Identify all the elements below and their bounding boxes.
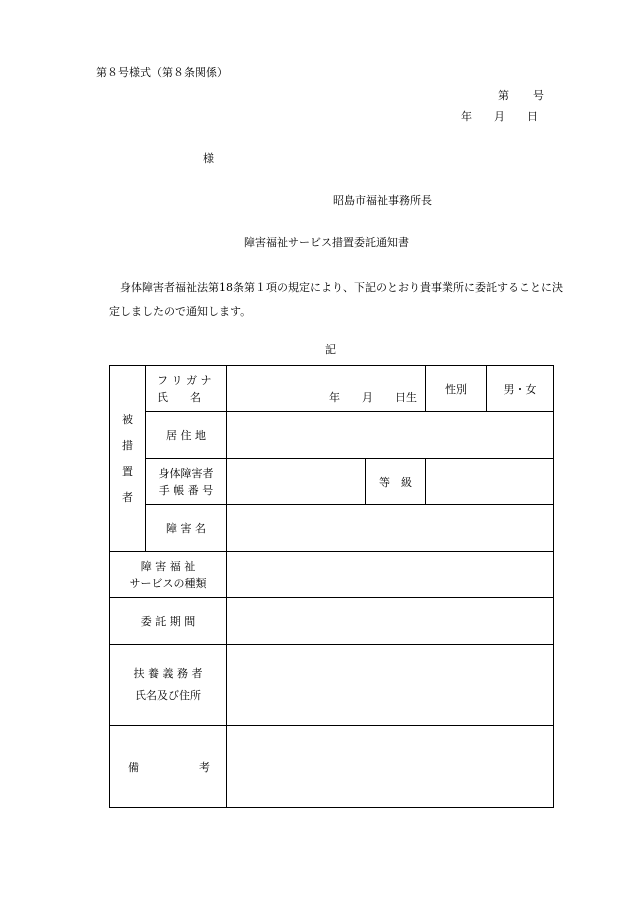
name-label: 氏 名: [157, 390, 201, 404]
body-text: 身体障害者福祉法第18条第１項の規定により、下記のとおり貴事業所に委託することに決定しましたので通知します。: [109, 281, 563, 318]
name-dob-field[interactable]: [227, 366, 426, 412]
ki-heading: 記: [325, 343, 336, 356]
date-day: 日: [527, 110, 538, 123]
commission-period-label: 委 託 期 間: [110, 598, 227, 645]
document-number-suffix: 号: [533, 89, 544, 102]
disability-name-field[interactable]: [227, 505, 554, 552]
sex-label: 性別: [426, 366, 487, 412]
form-number: 第８号様式（第８条関係）: [96, 66, 228, 79]
handbook-number-field[interactable]: [227, 459, 366, 505]
issuer: 昭島市福祉事務所長: [333, 194, 432, 207]
document-number-line: [498, 87, 544, 103]
address-label: 居 住 地: [146, 412, 227, 459]
disability-name-label: 障 害 名: [146, 505, 227, 552]
grade-label: 等 級: [366, 459, 426, 505]
dob-day: 日生: [395, 391, 417, 404]
date-month: 月: [494, 110, 505, 123]
document-number-prefix: 第: [498, 89, 509, 102]
grade-field[interactable]: [426, 459, 554, 505]
dob-year: 年: [329, 391, 340, 404]
service-type-label: 障 害 福 祉 サービスの種類: [110, 552, 227, 598]
remarks-label: [110, 726, 227, 808]
service-type-field[interactable]: [227, 552, 554, 598]
date-year: 年: [461, 110, 472, 123]
address-field[interactable]: [227, 412, 554, 459]
supporter-label: 扶 養 義 務 者 氏名及び住所: [110, 645, 227, 726]
addressee-honorific: 様: [203, 152, 214, 165]
supporter-field[interactable]: [227, 645, 554, 726]
handbook-number-label: 身体障害者 手 帳 番 号: [146, 459, 227, 505]
furigana-name-label: [146, 366, 227, 412]
subject-group-label: 被 措 置 者: [110, 366, 146, 552]
remarks-field[interactable]: [227, 726, 554, 808]
sex-options[interactable]: 男・女: [487, 366, 554, 412]
details-table: [109, 365, 554, 808]
issue-date-line: [461, 108, 538, 124]
furigana-label: フ リ ガ ナ: [157, 373, 212, 387]
dob-month: 月: [362, 391, 373, 404]
remarks-label-second: 考: [199, 760, 210, 774]
commission-period-field[interactable]: [227, 598, 554, 645]
document-title: 障害福祉サービス措置委託通知書: [244, 236, 409, 249]
remarks-label-first: 備: [128, 760, 139, 774]
